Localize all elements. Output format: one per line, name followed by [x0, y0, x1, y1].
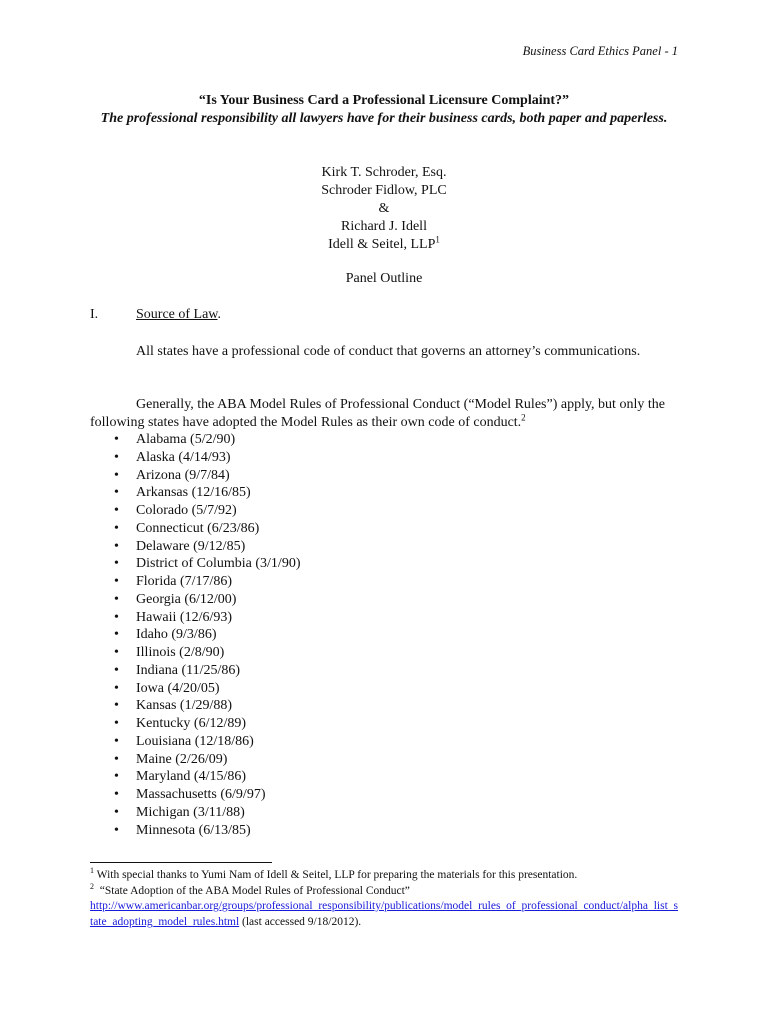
section-heading [90, 307, 678, 323]
footnote-2-link-line [90, 899, 680, 930]
bullet-icon: • [114, 609, 119, 625]
bullet-icon: • [114, 751, 119, 767]
bullet-icon: • [114, 591, 119, 607]
footnotes [90, 868, 680, 930]
paragraph-1: All states have a professional code of conduct that governs an attorney’s communications. [136, 344, 641, 359]
list-item [90, 733, 678, 751]
state-entry: District of Columbia (3/1/90) [136, 556, 301, 572]
states-list [90, 431, 678, 839]
section-number: I. [90, 307, 99, 322]
state-entry: Alaska (4/14/93) [136, 449, 231, 465]
state-entry: Florida (7/17/86) [136, 574, 233, 589]
author-line-4: Richard J. Idell [341, 219, 427, 234]
state-entry: Georgia (6/12/00) [136, 591, 237, 607]
bullet-icon: • [114, 432, 119, 447]
bullet-icon: • [114, 680, 119, 696]
list-item [90, 449, 678, 467]
paragraph-2 [90, 396, 678, 431]
footnote-1 [90, 868, 680, 884]
running-header: Business Card Ethics Panel - 1 [522, 44, 678, 58]
list-item [90, 662, 678, 680]
title-block [90, 92, 678, 128]
bullet-icon: • [114, 449, 119, 465]
list-item [90, 804, 678, 822]
bullet-icon: • [114, 520, 119, 536]
footnote-ref-1[interactable]: 1 [435, 234, 440, 245]
footnote-2-after: (last accessed 9/18/2012). [242, 915, 362, 928]
state-entry: Indiana (11/25/86) [136, 662, 241, 678]
state-entry: Maine (2/26/09) [136, 751, 228, 767]
paragraph-2-text: Generally, the ABA Model Rules of Professional Conduct (“Model Rules”) apply, but only the following states have adopted the Model Rules as their own code of conduct. [90, 397, 665, 430]
list-item [90, 715, 678, 733]
state-entry: Illinois (2/8/90) [136, 645, 225, 660]
bullet-icon: • [114, 662, 119, 678]
author-line-2: Schroder Fidlow, PLC [321, 183, 447, 198]
bullet-icon: • [114, 769, 119, 785]
footnote-2-text: “State Adoption of the ABA Model Rules of Professional Conduct” [99, 884, 410, 897]
section-title: Source of Law [136, 307, 218, 322]
section-title-suffix: . [217, 307, 222, 322]
bullet-icon: • [114, 733, 119, 749]
list-item [90, 609, 678, 627]
list-item [90, 768, 678, 786]
state-entry: Louisiana (12/18/86) [136, 733, 254, 749]
state-entry: Arizona (9/7/84) [136, 467, 230, 483]
bullet-icon: • [114, 804, 119, 820]
footnote-divider [90, 862, 272, 863]
state-entry: Connecticut (6/23/86) [136, 520, 260, 536]
list-item [90, 680, 678, 698]
bullet-icon: • [114, 822, 119, 838]
bullet-icon: • [114, 503, 119, 518]
bullet-icon: • [114, 716, 119, 731]
list-item [90, 484, 678, 502]
state-entry: Kentucky (6/12/89) [136, 716, 247, 731]
list-item [90, 431, 678, 449]
author-line-1: Kirk T. Schroder, Esq. [321, 165, 447, 180]
bullet-icon: • [114, 627, 119, 643]
list-item [90, 822, 678, 840]
list-item [90, 555, 678, 573]
footnote-1-mark: 1 [90, 866, 94, 876]
footnote-ref-2[interactable]: 2 [521, 411, 526, 422]
author-block [90, 164, 678, 254]
state-entry: Michigan (3/11/88) [136, 804, 245, 820]
footnote-1-text: With special thanks to Yumi Nam of Idell & Seitel, LLP for preparing the materials for this presentation. [96, 869, 578, 881]
state-entry: Idaho (9/3/86) [136, 627, 217, 643]
state-entry: Hawaii (12/6/93) [136, 609, 233, 625]
list-item [90, 786, 678, 804]
list-item [90, 502, 678, 520]
footnote-2-link[interactable]: http://www.americanbar.org/groups/professional_responsibility/publications/model_rules_of_professional_conduct/alpha_list_state_adopting_model_rules.html [90, 900, 678, 928]
document-subtitle: The professional responsibility all lawyers have for their business cards, both paper and paperless. [100, 111, 668, 126]
author-line-3: & [378, 201, 390, 216]
bullet-icon: • [114, 787, 119, 802]
list-item [90, 644, 678, 662]
bullet-icon: • [114, 645, 119, 660]
list-item [90, 467, 678, 485]
list-item [90, 697, 678, 715]
state-entry: Delaware (9/12/85) [136, 538, 246, 554]
state-entry: Maryland (4/15/86) [136, 769, 247, 785]
bullet-icon: • [114, 556, 119, 572]
list-item [90, 573, 678, 591]
state-entry: Massachusetts (6/9/97) [136, 787, 266, 802]
author-line-5-text: Idell & Seitel, LLP [328, 237, 436, 252]
outline-heading: Panel Outline [345, 271, 423, 286]
list-item [90, 538, 678, 556]
state-entry: Minnesota (6/13/85) [136, 822, 251, 838]
state-entry: Iowa (4/20/05) [136, 680, 220, 696]
bullet-icon: • [114, 467, 119, 483]
state-entry: Colorado (5/7/92) [136, 503, 237, 518]
footnote-2-mark: 2 [90, 881, 94, 891]
bullet-icon: • [114, 574, 119, 589]
list-item [90, 520, 678, 538]
bullet-icon: • [114, 485, 119, 501]
list-item [90, 751, 678, 769]
bullet-icon: • [114, 538, 119, 554]
footnote-2 [90, 881, 680, 900]
bullet-icon: • [114, 698, 119, 714]
state-entry: Arkansas (12/16/85) [136, 485, 251, 501]
state-entry: Kansas (1/29/88) [136, 698, 233, 714]
author-line-5 [90, 236, 678, 254]
list-item [90, 626, 678, 644]
state-entry: Alabama (5/2/90) [136, 432, 236, 447]
document-title: “Is Your Business Card a Professional Licensure Complaint?” [198, 93, 570, 108]
list-item [90, 591, 678, 609]
